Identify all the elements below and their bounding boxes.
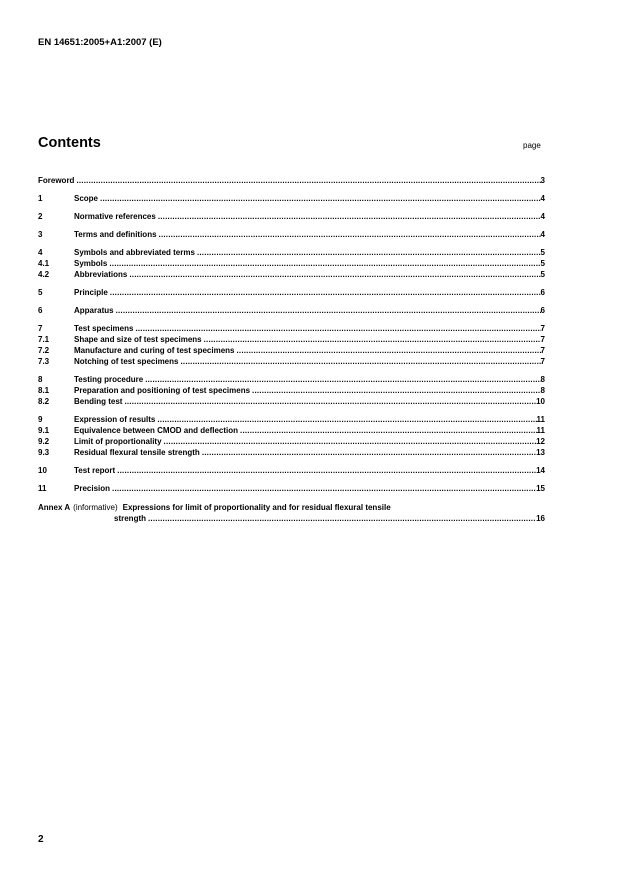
contents-title: Contents — [38, 135, 101, 151]
toc-page-number: 7 — [540, 357, 545, 366]
annex-title-line1: Expressions for limit of proportionality and for residual flexural tensile — [122, 503, 391, 512]
dot-leader — [109, 258, 540, 269]
toc-page-number: 5 — [540, 259, 545, 268]
toc-section-title: Expression of results — [74, 415, 156, 424]
toc-section-number: 8 — [38, 375, 43, 384]
toc-section-title: Manufacture and curing of test specimens — [74, 346, 235, 355]
toc-section-title: Testing procedure — [74, 375, 144, 384]
toc-page-number: 16 — [536, 514, 545, 523]
toc-page-number: 4 — [540, 194, 545, 203]
toc-page-number: 11 — [536, 415, 545, 424]
toc-page-number: 4 — [540, 212, 545, 221]
toc-section-number: 8.1 — [38, 386, 50, 395]
toc-entry[interactable] — [38, 334, 545, 345]
toc-entry[interactable] — [38, 211, 545, 222]
dot-leader — [135, 323, 540, 334]
page-column-label: page — [523, 141, 541, 150]
toc-section-title: Notching of test specimens — [74, 357, 179, 366]
table-of-contents — [38, 175, 545, 524]
toc-entry[interactable] — [38, 447, 545, 458]
toc-page-number: 5 — [540, 248, 545, 257]
dot-leader — [158, 211, 541, 222]
toc-entry-annex-a[interactable] — [38, 502, 545, 513]
toc-section-title: Apparatus — [74, 306, 114, 315]
toc-section-number: 4.1 — [38, 259, 50, 268]
toc-section-title: Bending test — [74, 397, 123, 406]
toc-entry[interactable] — [38, 305, 545, 316]
dot-leader — [148, 513, 536, 524]
toc-entry[interactable] — [38, 356, 545, 367]
toc-section-number: 8.2 — [38, 397, 50, 406]
toc-section-number: 6 — [38, 306, 43, 315]
dot-leader — [197, 247, 541, 258]
toc-entry[interactable] — [38, 425, 545, 436]
document-header: EN 14651:2005+A1:2007 (E) — [38, 37, 162, 48]
dot-leader — [164, 436, 537, 447]
toc-section-number: 10 — [38, 466, 47, 475]
toc-page-number: 14 — [536, 466, 545, 475]
toc-section-title: Shape and size of test specimens — [74, 335, 202, 344]
toc-entry[interactable] — [38, 436, 545, 447]
toc-section-number: 1 — [38, 194, 43, 203]
toc-section-title: Residual flexural tensile strength — [74, 448, 200, 457]
dot-leader — [116, 305, 541, 316]
annex-heading: Annex A — [38, 503, 71, 512]
toc-entry[interactable] — [38, 465, 545, 476]
toc-entry[interactable] — [38, 193, 545, 204]
toc-section-number: 7.3 — [38, 357, 50, 366]
toc-entries — [38, 175, 545, 494]
toc-section-title: Precision — [74, 484, 111, 493]
toc-page-number: 11 — [536, 426, 545, 435]
toc-page-number: 7 — [540, 324, 545, 333]
toc-section-number: 9 — [38, 415, 43, 424]
annex-title-line2: strength — [114, 514, 146, 523]
toc-entry[interactable] — [38, 483, 545, 494]
toc-entry[interactable] — [38, 396, 545, 407]
toc-page-number: 8 — [540, 375, 545, 384]
toc-page-number: 10 — [536, 397, 545, 406]
annex-type: (informative) — [73, 503, 118, 512]
toc-section-title: Normative references — [74, 212, 156, 221]
toc-section-title: Symbols — [74, 259, 108, 268]
toc-page-number: 6 — [540, 288, 545, 297]
dot-leader — [204, 334, 541, 345]
toc-section-number: 9.1 — [38, 426, 50, 435]
toc-entry[interactable] — [38, 385, 545, 396]
toc-section-number: 9.2 — [38, 437, 50, 446]
toc-section-number: 7.2 — [38, 346, 50, 355]
toc-entry[interactable] — [38, 247, 545, 258]
dot-leader — [157, 414, 536, 425]
toc-page-number: 12 — [536, 437, 545, 446]
dot-leader — [117, 465, 536, 476]
toc-page-number: 4 — [540, 230, 545, 239]
dot-leader — [180, 356, 540, 367]
toc-entry[interactable] — [38, 323, 545, 334]
toc-section-number: 11 — [38, 484, 47, 493]
toc-section-title: Limit of proportionality — [74, 437, 162, 446]
toc-section-title: Symbols and abbreviated terms — [74, 248, 195, 257]
toc-page-number: 6 — [540, 306, 545, 315]
dot-leader — [110, 287, 541, 298]
toc-section-number: 4 — [38, 248, 43, 257]
toc-page-number: 8 — [540, 386, 545, 395]
toc-section-title: Principle — [74, 288, 108, 297]
dot-leader — [236, 345, 540, 356]
toc-section-title: Scope — [74, 194, 99, 203]
toc-section-title: Terms and definitions — [74, 230, 157, 239]
toc-entry[interactable] — [38, 258, 545, 269]
toc-page-number: 7 — [540, 346, 545, 355]
toc-section-number: 7.1 — [38, 335, 50, 344]
dot-leader — [159, 229, 541, 240]
toc-entry[interactable] — [38, 287, 545, 298]
dot-leader — [202, 447, 536, 458]
toc-page-number: 13 — [536, 448, 545, 457]
toc-entry[interactable] — [38, 229, 545, 240]
dot-leader — [240, 425, 537, 436]
toc-section-title: Test specimens — [74, 324, 134, 333]
toc-section-number: 7 — [38, 324, 43, 333]
toc-section-title: Equivalence between CMOD and deflection — [74, 426, 239, 435]
toc-section-number: 4.2 — [38, 270, 50, 279]
toc-section-number: 3 — [38, 230, 43, 239]
toc-entry[interactable] — [38, 414, 545, 425]
toc-page-number: 5 — [540, 270, 545, 279]
dot-leader — [145, 374, 540, 385]
toc-entry[interactable] — [38, 269, 545, 280]
dot-leader — [100, 193, 541, 204]
dot-leader — [124, 396, 536, 407]
toc-page-number: 3 — [540, 176, 545, 185]
toc-section-title: Foreword — [38, 176, 75, 185]
toc-page-number: 15 — [536, 484, 545, 493]
toc-section-title: Preparation and positioning of test specimens — [74, 386, 251, 395]
dot-leader — [112, 483, 536, 494]
toc-section-title: Test report — [74, 466, 116, 475]
page-number: 2 — [38, 834, 44, 845]
toc-section-number: 5 — [38, 288, 43, 297]
toc-entry[interactable] — [38, 175, 545, 186]
toc-section-number: 9.3 — [38, 448, 50, 457]
toc-section-number: 2 — [38, 212, 43, 221]
toc-entry[interactable] — [38, 374, 545, 385]
dot-leader — [129, 269, 540, 280]
toc-entry[interactable] — [38, 345, 545, 356]
dot-leader — [76, 175, 540, 186]
toc-entry-annex-a-cont[interactable] — [38, 513, 545, 524]
toc-section-title: Abbreviations — [74, 270, 128, 279]
dot-leader — [252, 385, 541, 396]
toc-page-number: 7 — [540, 335, 545, 344]
